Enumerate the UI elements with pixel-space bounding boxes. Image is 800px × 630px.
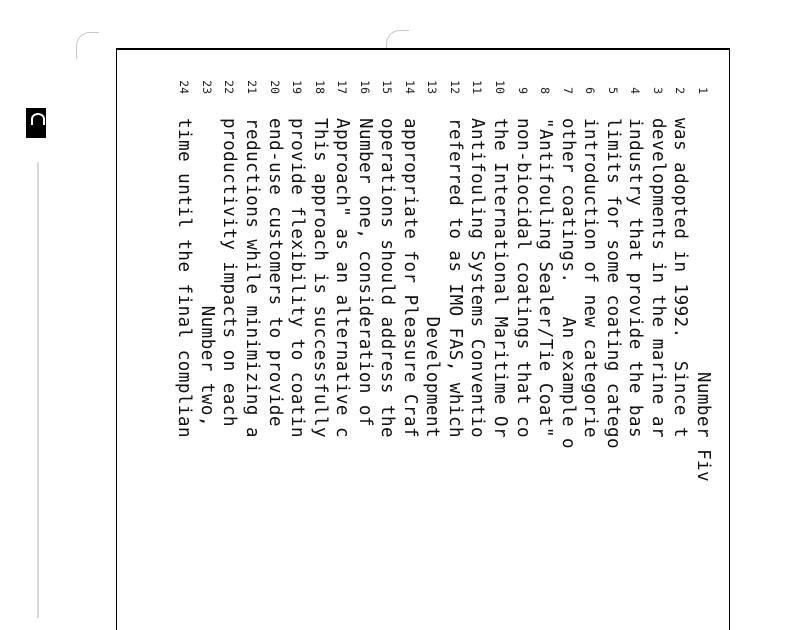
line-number: 18 — [312, 80, 327, 94]
transcript-line — [623, 50, 647, 610]
line-text: This approach is successfully — [309, 118, 330, 439]
line-text: non-biocidal coatings that co — [512, 118, 533, 439]
transcript-line — [217, 50, 241, 610]
transcript-line — [172, 50, 196, 610]
line-number: 21 — [245, 80, 259, 94]
line-number: 20 — [267, 80, 282, 94]
line-text: end-use customers to provide — [264, 118, 285, 428]
line-number: 16 — [357, 80, 372, 94]
transcript-line — [240, 50, 264, 610]
line-text: developments in the marine ar — [647, 118, 668, 439]
transcript-line — [195, 50, 219, 610]
transcript-line — [691, 50, 715, 610]
page-text-body — [117, 50, 729, 610]
line-number: 9 — [515, 87, 530, 94]
transcript-line — [511, 50, 535, 610]
line-text: other coatings. An example o — [557, 118, 578, 450]
transcript-line — [533, 50, 557, 610]
transcript-line — [578, 50, 602, 610]
line-number: 6 — [583, 87, 598, 94]
line-text: Number Fiv — [693, 118, 713, 483]
transcript-line — [466, 50, 490, 610]
line-text: "Antifouling Sealer/Tie Coat" — [535, 118, 556, 439]
line-text: Number two, — [196, 118, 217, 428]
line-text: the International Maritime Or — [490, 118, 511, 439]
line-number: 13 — [425, 80, 440, 94]
transcript-line — [398, 50, 422, 610]
line-text: Development — [422, 118, 443, 439]
transcript-page — [116, 48, 730, 630]
line-number: 11 — [470, 80, 485, 94]
line-number: 15 — [380, 80, 395, 94]
line-number: 24 — [177, 80, 192, 94]
line-number: 2 — [673, 87, 688, 94]
line-text: appropriate for Pleasure Craf — [399, 118, 420, 439]
margin-rule — [37, 162, 39, 618]
line-text: industry that provide the bas — [625, 118, 646, 439]
transcript-line — [443, 50, 467, 610]
transcript-line — [488, 50, 512, 610]
line-text: was adopted in 1992. Since t — [670, 118, 691, 439]
line-text: introduction of new categorie — [580, 118, 601, 439]
transcript-line — [668, 50, 692, 610]
transcript-line — [308, 50, 332, 610]
line-number: 8 — [538, 87, 553, 94]
transcript-line — [420, 50, 444, 610]
line-text: Antifouling Systems Conventio — [467, 118, 488, 439]
line-number: 22 — [222, 80, 237, 94]
line-number: 12 — [447, 80, 462, 94]
binder-hole-icon — [76, 32, 99, 59]
line-number: 10 — [493, 80, 508, 94]
scan-marker-icon — [26, 108, 46, 138]
transcript-line — [263, 50, 287, 610]
line-text: Number one, consideration of — [354, 118, 375, 428]
transcript-line — [353, 50, 377, 610]
line-text: provide flexibility to coatin — [287, 118, 308, 439]
line-text: referred to as IMO FAS, which — [444, 118, 465, 439]
line-number: 3 — [650, 87, 665, 94]
line-number: 19 — [290, 80, 305, 94]
line-number: 1 — [696, 87, 710, 94]
transcript-line — [601, 50, 625, 610]
line-text: productivity impacts on each — [219, 118, 240, 428]
line-text: limits for some coating catego — [602, 118, 623, 450]
line-text: reductions while minimizing a — [242, 118, 262, 439]
line-text: time until the final complian — [174, 118, 195, 439]
transcript-line — [330, 50, 354, 610]
line-text: Approach" as an alternative c — [332, 118, 353, 439]
transcript-line — [556, 50, 580, 610]
line-number: 17 — [335, 80, 350, 94]
transcript-line — [285, 50, 309, 610]
line-number: 5 — [605, 87, 620, 94]
line-number: 23 — [199, 80, 214, 94]
line-text: operations should address the — [377, 118, 398, 439]
line-number: 4 — [628, 87, 643, 94]
transcript-line — [375, 50, 399, 610]
line-number: 7 — [560, 87, 575, 94]
transcript-line — [646, 50, 670, 610]
line-number: 14 — [402, 80, 417, 94]
